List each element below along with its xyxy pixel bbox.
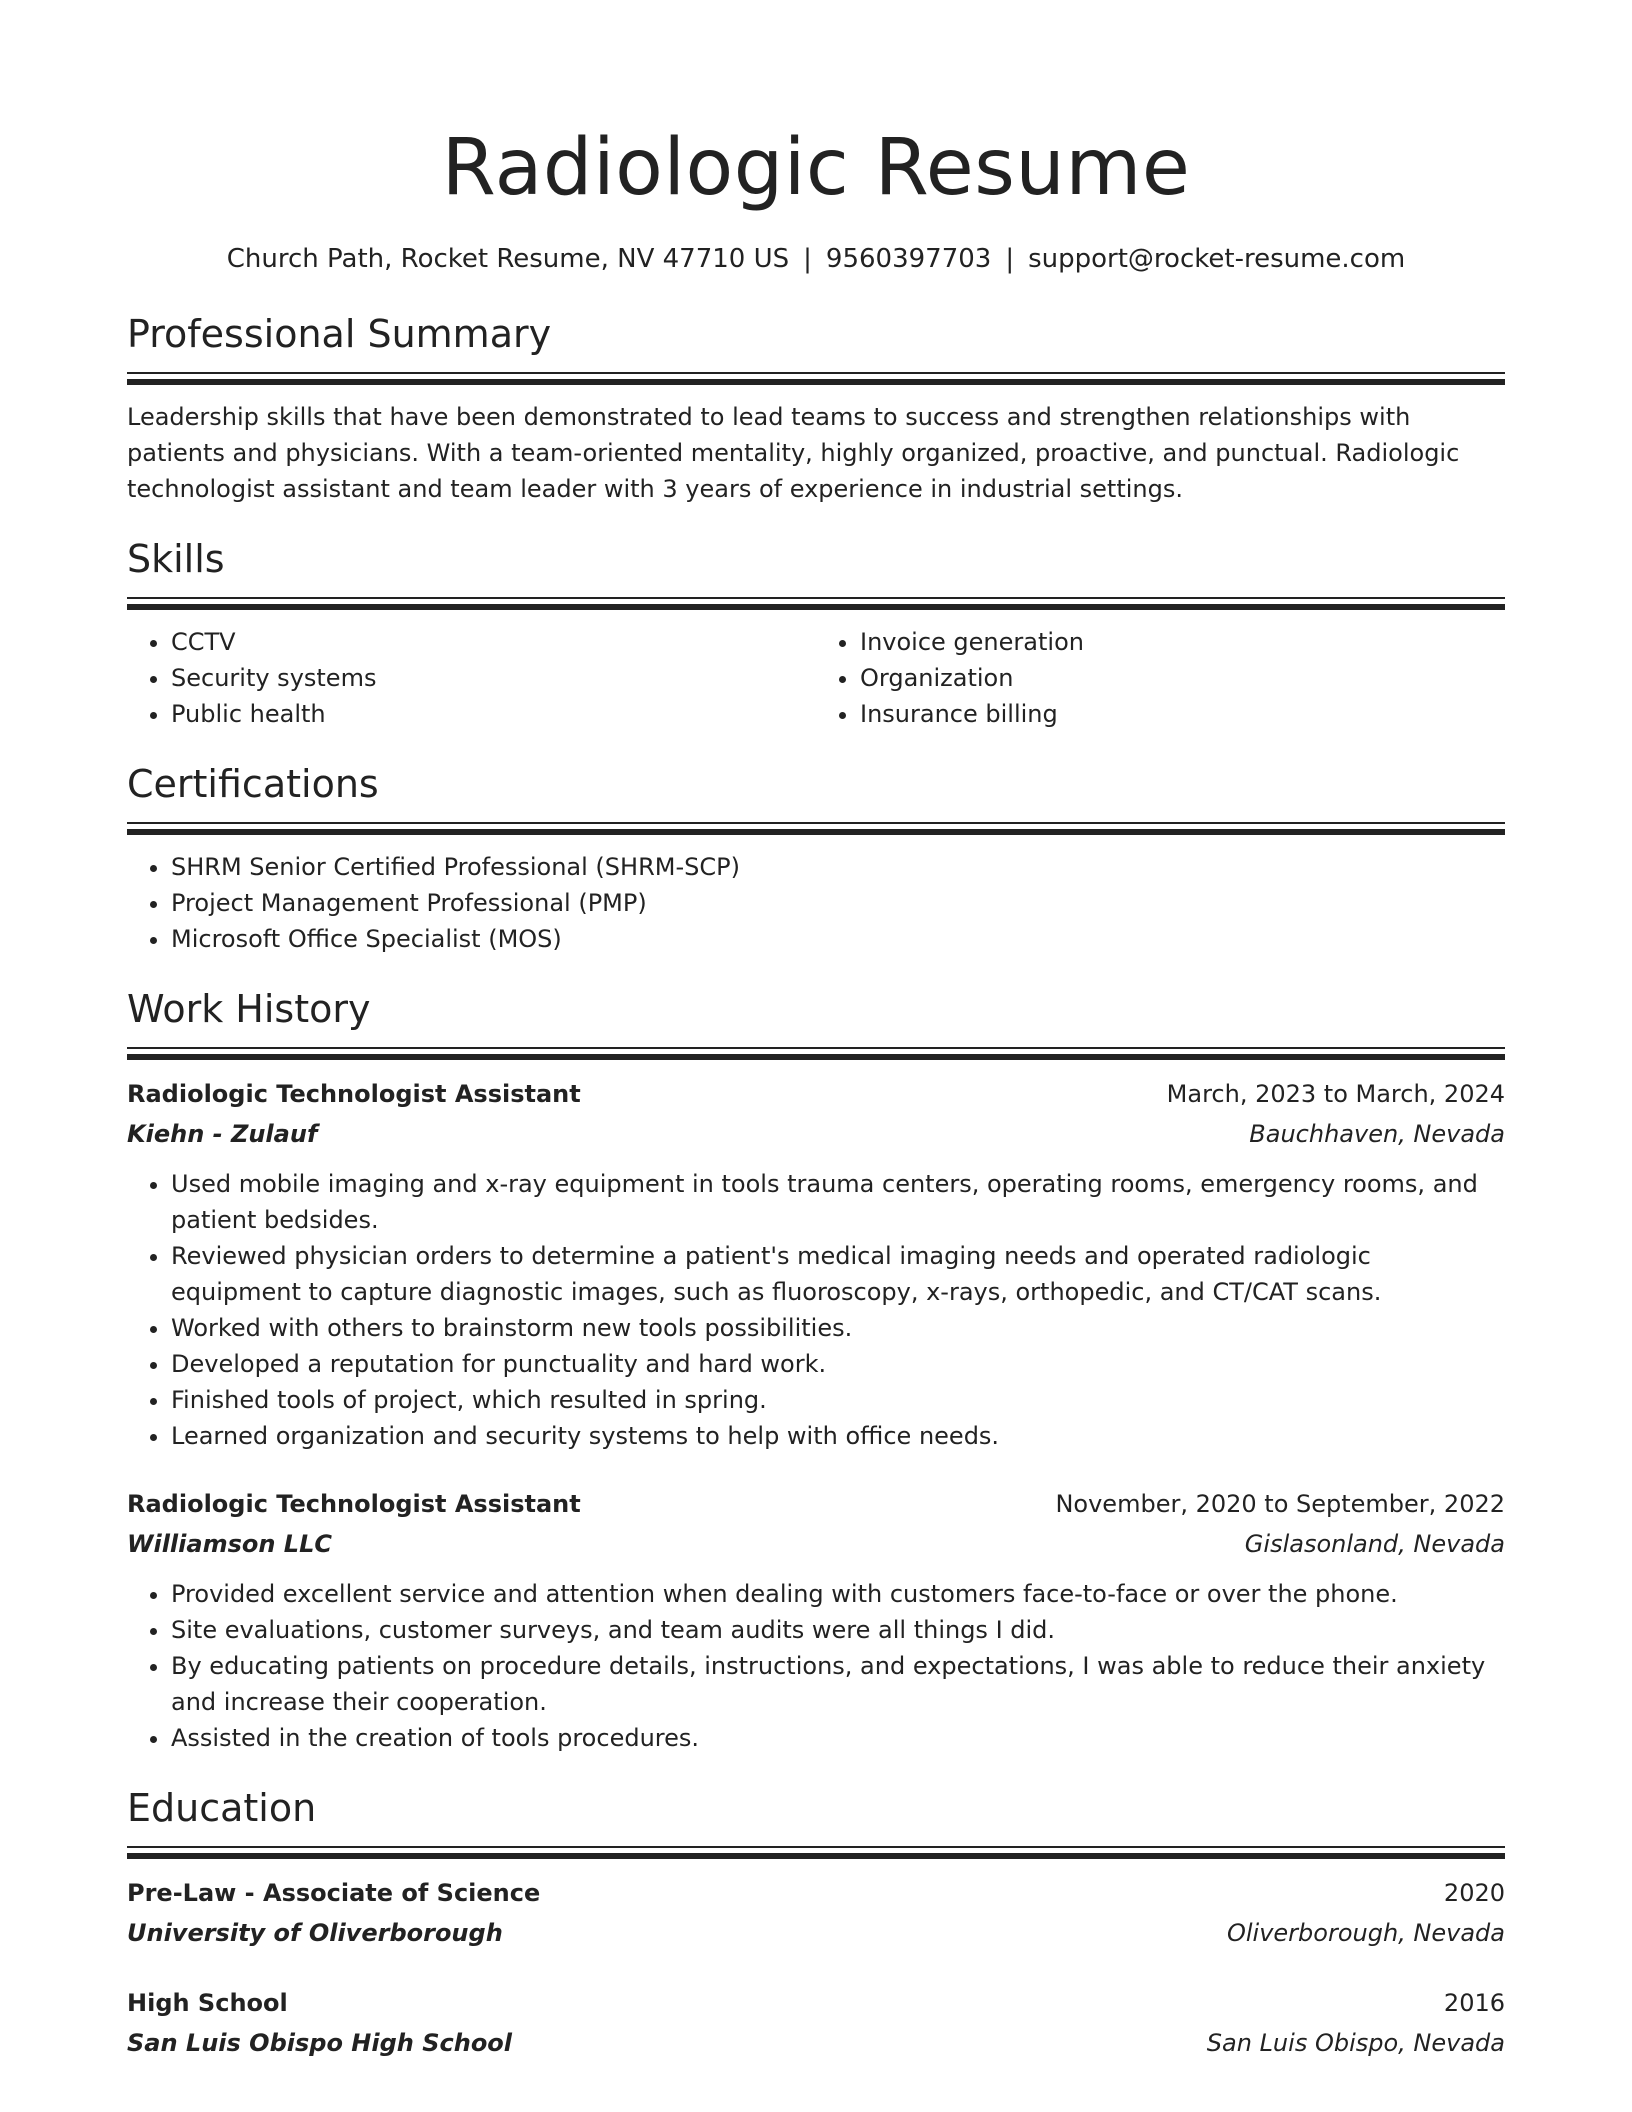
- job-company: Kiehn - Zulauf: [127, 1120, 318, 1148]
- certification-item: • Project Management Professional (PMP): [171, 885, 1505, 921]
- job-bullet: • Used mobile imaging and x-ray equipment in tools trauma centers, operating rooms, emergency rooms, and patient bedsides.: [171, 1166, 1505, 1238]
- education-header: [127, 1873, 1505, 1913]
- education-section: [127, 1784, 1505, 2063]
- job-bullet: • Developed a reputation for punctuality and hard work.: [171, 1346, 1505, 1382]
- skill-item: • CCTV: [171, 624, 816, 660]
- job-bullet: • Assisted in the creation of tools procedures.: [171, 1720, 1505, 1756]
- skills-list-left: [127, 624, 816, 732]
- skills-list-right: [816, 624, 1505, 732]
- job-bullet: • Finished tools of project, which resulted in spring.: [171, 1382, 1505, 1418]
- education-degree: Pre-Law - Associate of Science: [127, 1879, 541, 1907]
- education-subheader: [127, 1913, 1505, 1953]
- education-location: Oliverborough, Nevada: [1226, 1919, 1505, 1947]
- skills-section: [127, 535, 1505, 732]
- section-title-work: Work History: [127, 987, 371, 1031]
- section-rule: [127, 822, 1505, 835]
- contact-separator: |: [1005, 244, 1015, 274]
- contact-phone: 9560397703: [825, 244, 992, 274]
- resume-name: Radiologic Resume: [441, 123, 1191, 213]
- skills-columns: [127, 624, 1505, 732]
- skill-item: • Security systems: [171, 660, 816, 696]
- section-rule: [127, 597, 1505, 610]
- job-bullet: • Reviewed physician orders to determine a patient's medical imaging needs and operated radiologic equipment to capture diagnostic images, such as fluoroscopy, x-rays, orthopedic, and CT/CAT scans.: [171, 1238, 1505, 1310]
- section-title-education: Education: [127, 1786, 317, 1830]
- education-school: University of Oliverborough: [127, 1919, 503, 1947]
- job-subheader: [127, 1524, 1505, 1564]
- job-company: Williamson LLC: [127, 1530, 332, 1558]
- job-header: [127, 1074, 1505, 1114]
- work-section: [127, 985, 1505, 1756]
- certification-item: • SHRM Senior Certified Professional (SHRM-SCP): [171, 849, 1505, 885]
- section-rule: [127, 1846, 1505, 1859]
- contact-email: support@rocket-resume.com: [1028, 244, 1406, 274]
- education-header: [127, 1983, 1505, 2023]
- job-subheader: [127, 1114, 1505, 1154]
- education-location: San Luis Obispo, Nevada: [1206, 2029, 1505, 2057]
- certifications-section: [127, 760, 1505, 957]
- job-location: Bauchhaven, Nevada: [1249, 1120, 1505, 1148]
- job-bullet: • Worked with others to brainstorm new tools possibilities.: [171, 1310, 1505, 1346]
- education-year: 2016: [1443, 1989, 1505, 2017]
- certifications-list: [127, 849, 1505, 957]
- summary-text: Leadership skills that have been demonstrated to lead teams to success and strengthen relationships with patients and physicians. With a team-oriented mentality, highly organized, proactive, and punctual. Radiologic technologist assistant and team leader with 3 years of experience in industrial settings.: [127, 403, 1460, 503]
- job-bullets: [127, 1166, 1505, 1454]
- education-degree: High School: [127, 1989, 288, 2017]
- job-title: Radiologic Technologist Assistant: [127, 1490, 581, 1518]
- job-bullet: • Learned organization and security systems to help with office needs.: [171, 1418, 1505, 1454]
- job-dates: November, 2020 to September, 2022: [1055, 1490, 1505, 1518]
- section-title-certifications: Certifications: [127, 762, 379, 806]
- section-title-summary: Professional Summary: [127, 312, 552, 356]
- education-subheader: [127, 2023, 1505, 2063]
- job-entry: [127, 1484, 1505, 1756]
- job-bullets: [127, 1576, 1505, 1756]
- job-bullet: • Provided excellent service and attention when dealing with customers face-to-face or over the phone.: [171, 1576, 1505, 1612]
- certification-item: • Microsoft Office Specialist (MOS): [171, 921, 1505, 957]
- education-entry: [127, 1873, 1505, 1953]
- section-rule: [127, 372, 1505, 385]
- skill-item: • Invoice generation: [860, 624, 1505, 660]
- job-bullet: • By educating patients on procedure details, instructions, and expectations, I was able to reduce their anxiety and increase their cooperation.: [171, 1648, 1505, 1720]
- contact-separator: |: [803, 244, 812, 274]
- skill-item: • Public health: [171, 696, 816, 732]
- section-title-skills: Skills: [127, 537, 225, 581]
- summary-section: [127, 310, 1505, 507]
- education-school: San Luis Obispo High School: [127, 2029, 513, 2057]
- contact-line: [127, 242, 1505, 276]
- skill-item: • Insurance billing: [860, 696, 1505, 732]
- skill-item: • Organization: [860, 660, 1505, 696]
- contact-address: Church Path, Rocket Resume, NV 47710 US: [226, 244, 790, 274]
- job-location: Gislasonland, Nevada: [1244, 1530, 1505, 1558]
- job-dates: March, 2023 to March, 2024: [1166, 1080, 1505, 1108]
- job-title: Radiologic Technologist Assistant: [127, 1080, 581, 1108]
- job-header: [127, 1484, 1505, 1524]
- job-bullet: • Site evaluations, customer surveys, and team audits were all things I did.: [171, 1612, 1505, 1648]
- job-entry: [127, 1074, 1505, 1454]
- education-year: 2020: [1443, 1879, 1505, 1907]
- education-entry: [127, 1983, 1505, 2063]
- section-rule: [127, 1047, 1505, 1060]
